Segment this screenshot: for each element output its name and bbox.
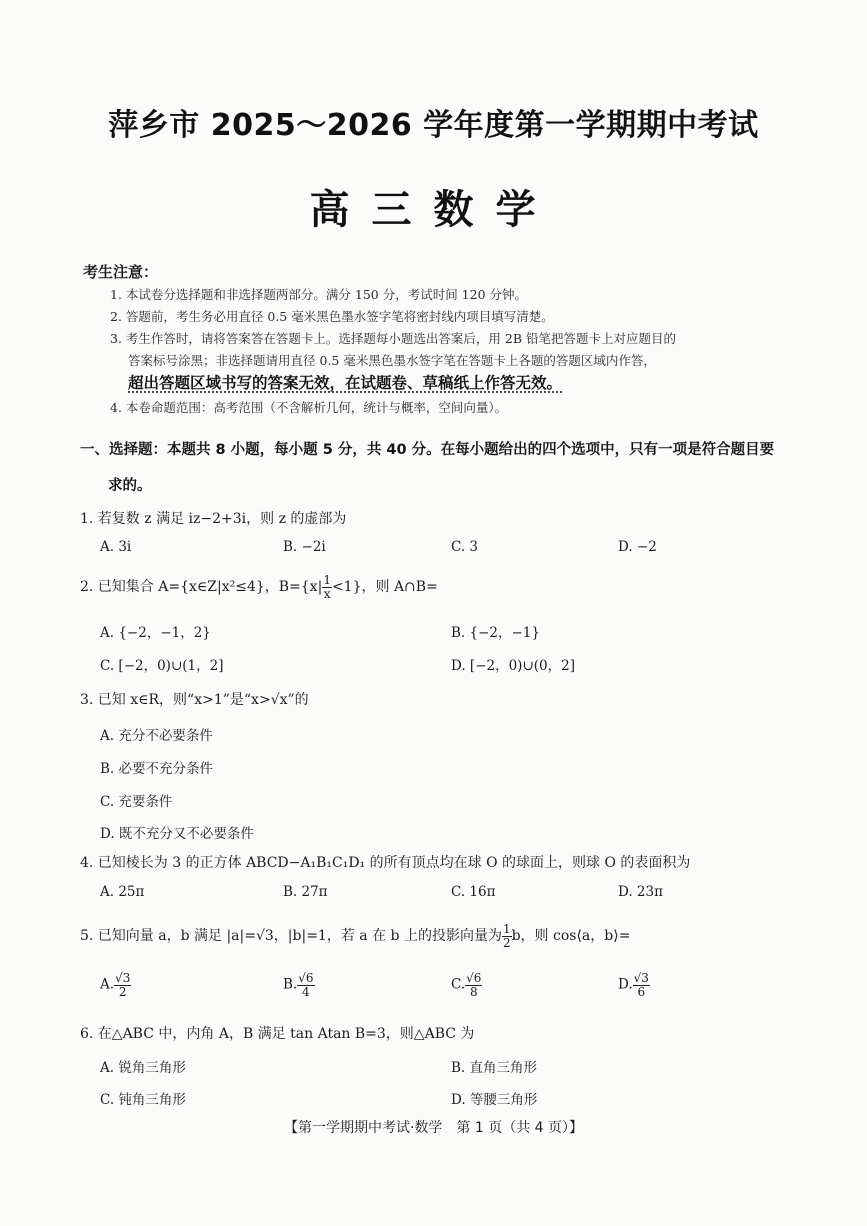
q5-stem-pre: 5. 已知向量 a，b 满足 |a|=√3，|b|=1，若 a 在 b 上的投影向量为 <box>80 928 502 945</box>
q1-option-b: B. −2i <box>283 539 326 555</box>
q4-option-a: A. 25π <box>100 884 145 900</box>
q2-option-d: D. [−2，0)∪(0，2] <box>451 658 575 674</box>
q2-option-b: B. {−2，−1} <box>451 625 540 641</box>
question-6-stem: 6. 在△ABC 中，内角 A，B 满足 tan Atan B=3，则△ABC 为 <box>80 1026 475 1042</box>
question-1-stem: 1. 若复数 z 满足 iz−2+3i，则 z 的虚部为 <box>80 511 347 527</box>
notice-item-4: 4. 本卷命题范围：高考范围（不含解析几何，统计与概率，空间向量）。 <box>110 400 508 415</box>
q5-fraction: $\frac{1}{2}$ <box>502 922 511 950</box>
section-heading-cont: 求的。 <box>108 478 152 494</box>
notice-warning: 超出答题区域书写的答案无效，在试题卷、草稿纸上作答无效。 <box>128 374 563 392</box>
q5-option-d: D. $\frac{√3}{6}$ <box>618 971 649 999</box>
q3-option-b: B. 必要不充分条件 <box>100 761 214 777</box>
q6-option-d: D. 等腰三角形 <box>451 1092 538 1108</box>
q2-stem-post: <1}，则 A∩B= <box>331 579 438 596</box>
q1-option-a: A. 3i <box>100 539 132 555</box>
q5-option-b: B. $\frac{√6}{4}$ <box>283 971 314 999</box>
notice-item-3: 3. 考生作答时，请将答案答在答题卡上。选择题每小题选出答案后，用 2B 铅笔把答题卡上对应题目的 <box>110 331 676 346</box>
question-2-stem <box>80 574 438 600</box>
notice-item-1: 1. 本试卷分选择题和非选择题两部分。满分 150 分，考试时间 120 分钟。 <box>110 287 528 302</box>
section-heading: 一、选择题：本题共 8 小题，每小题 5 分，共 40 分。在每小题给出的四个选项中，只有一项是符合题目要 <box>80 442 775 458</box>
notice-heading: 考生注意： <box>83 263 159 281</box>
q4-option-d: D. 23π <box>618 884 663 900</box>
notice-item-3-cont: 答案标号涂黑；非选择题请用直径 0.5 毫米黑色墨水签字笔在答题卡上各题的答题区域内作答， <box>128 353 656 368</box>
q1-option-d: D. −2 <box>618 539 657 555</box>
q6-option-c: C. 钝角三角形 <box>100 1092 186 1108</box>
q3-option-c: C. 充要条件 <box>100 794 173 810</box>
q2-stem-pre: 2. 已知集合 A={x∈Z|x²≤4}，B={x| <box>80 579 323 596</box>
q4-option-b: B. 27π <box>283 884 328 900</box>
q2-option-c: C. [−2，0)∪(1，2] <box>100 658 224 674</box>
q6-option-a: A. 锐角三角形 <box>100 1060 186 1076</box>
question-4-stem: 4. 已知棱长为 3 的正方体 ABCD−A₁B₁C₁D₁ 的所有顶点均在球 O 的球面上，则球 O 的表面积为 <box>80 855 691 871</box>
exam-title: 萍乡市 2025～2026 学年度第一学期期中考试 <box>108 108 759 143</box>
q3-option-d: D. 既不充分又不必要条件 <box>100 826 254 842</box>
subject-title: 高三数学 <box>309 187 558 233</box>
q6-option-b: B. 直角三角形 <box>451 1060 538 1076</box>
q2-option-a: A. {−2，−1，2} <box>100 625 211 641</box>
page-footer: 【第一学期期中考试·数学 第 1 页（共 4 页）】 <box>283 1120 584 1136</box>
q4-option-c: C. 16π <box>451 884 496 900</box>
notice-item-2: 2. 答题前，考生务必用直径 0.5 毫米黑色墨水签字笔将密封线内项目填写清楚。 <box>110 309 554 324</box>
q5-option-a: A. $\frac{√3}{2}$ <box>100 971 131 999</box>
question-3-stem: 3. 已知 x∈R，则“x>1”是“x>√x”的 <box>80 692 309 708</box>
q1-option-c: C. 3 <box>451 539 479 555</box>
q5-option-c: C. $\frac{√6}{8}$ <box>451 971 482 999</box>
question-5-stem <box>80 923 630 949</box>
q5-stem-post: b，则 cos⟨a，b⟩= <box>511 928 631 945</box>
q2-fraction: $\frac{1}{x}$ <box>323 573 331 601</box>
q3-option-a: A. 充分不必要条件 <box>100 728 213 744</box>
